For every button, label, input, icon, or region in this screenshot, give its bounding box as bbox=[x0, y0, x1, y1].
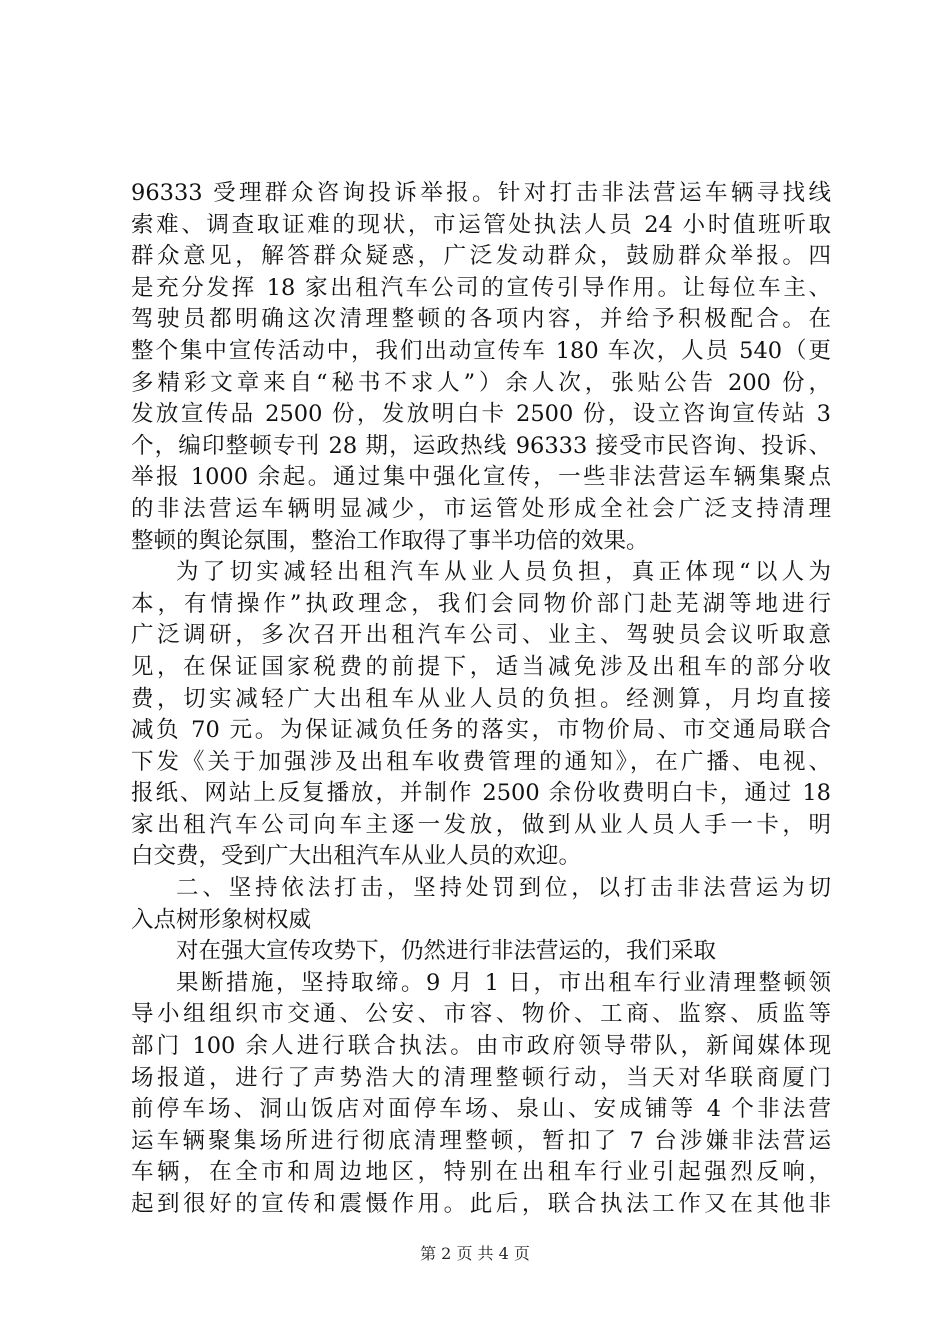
text-line: 整顿的舆论氛围，整治工作取得了事半功倍的效果。 bbox=[131, 527, 649, 554]
text-line: 果断措施，坚持取缔。9 月 1 日，市出租车行业清理整顿领 bbox=[176, 969, 831, 996]
text-line: 白交费，受到广大出租汽车从业人员的欢迎。 bbox=[131, 843, 582, 870]
text-line: 起到很好的宣传和震慑作用。此后，联合执法工作又在其他非 bbox=[131, 1191, 831, 1217]
text-line: 车辆，在全市和周边地区，特别在出租车行业引起强烈反响， bbox=[131, 1159, 831, 1186]
text-line: 96333 受理群众咨询投诉举报。针对打击非法营运车辆寻找线 bbox=[131, 180, 831, 206]
text-line: 见，在保证国家税费的前提下，适当减免涉及出租车的部分收 bbox=[131, 653, 831, 680]
text-line: 驾驶员都明确这次清理整顿的各项内容，并给予积极配合。在 bbox=[131, 306, 831, 333]
text-line: 发放宣传品 2500 份，发放明白卡 2500 份，设立咨询宣传站 3 bbox=[131, 401, 831, 428]
text-line: 举报 1000 余起。通过集中强化宣传，一些非法营运车辆集聚点 bbox=[131, 464, 831, 491]
section-heading-line: 入点树形象树权威 bbox=[131, 906, 312, 933]
text-line: 运车辆聚集场所进行彻底清理整顿，暂扣了 7 台涉嫌非法营运 bbox=[131, 1127, 831, 1154]
text-line: 为了切实减轻出租汽车从业人员负担，真正体现“以人为 bbox=[176, 559, 831, 586]
text-line: 的非法营运车辆明显减少，市运管处形成全社会广泛支持清理 bbox=[131, 495, 831, 522]
text-line: 是充分发挥 18 家出租汽车公司的宣传引导作用。让每位车主、 bbox=[131, 274, 831, 301]
body-text bbox=[131, 178, 831, 1221]
page-number-footer: 第 2 页 共 4 页 bbox=[420, 1244, 530, 1263]
text-line: 本，有情操作”执政理念，我们会同物价部门赴芜湖等地进行 bbox=[131, 590, 831, 617]
text-line: 多精彩文章来自“秘书不求人”）余人次，张贴公告 200 份， bbox=[131, 369, 831, 396]
section-heading-line: 二、坚持依法打击，坚持处罚到位，以打击非法营运为切 bbox=[176, 875, 831, 902]
text-line: 费，切实减轻广大出租车从业人员的负担。经测算，月均直接 bbox=[131, 685, 831, 712]
text-line: 索难、调查取证难的现状，市运管处执法人员 24 小时值班听取 bbox=[131, 211, 831, 238]
text-line: 场报道，进行了声势浩大的清理整顿行动，当天对华联商厦门 bbox=[131, 1064, 831, 1091]
text-line: 个，编印整顿专刊 28 期，运政热线 96333 接受市民咨询、投诉、 bbox=[131, 432, 831, 459]
text-line: 整个集中宣传活动中，我们出动宣传车 180 车次，人员 540（更 bbox=[131, 337, 831, 364]
text-line: 对在强大宣传攻势下，仍然进行非法营运的，我们采取 bbox=[176, 938, 717, 965]
text-line: 减负 70 元。为保证减负任务的落实，市物价局、市交通局联合 bbox=[131, 717, 831, 744]
text-line: 报纸、网站上反复播放，并制作 2500 余份收费明白卡，通过 18 bbox=[131, 780, 831, 807]
text-line: 前停车场、洞山饭店对面停车场、泉山、安成铺等 4 个非法营 bbox=[131, 1096, 831, 1123]
text-line: 广泛调研，多次召开出租汽车公司、业主、驾驶员会议听取意 bbox=[131, 622, 831, 649]
text-line: 下发《关于加强涉及出租车收费管理的通知》，在广播、电视、 bbox=[131, 748, 831, 775]
text-line: 导小组组织市交通、公安、市容、物价、工商、监察、质监等 bbox=[131, 1001, 831, 1028]
text-line: 群众意见，解答群众疑惑，广泛发动群众，鼓励群众举报。四 bbox=[131, 243, 831, 270]
text-line: 部门 100 余人进行联合执法。由市政府领导带队，新闻媒体现 bbox=[131, 1033, 831, 1060]
text-line: 家出租汽车公司向车主逐一发放，做到从业人员人手一卡，明 bbox=[131, 811, 831, 838]
